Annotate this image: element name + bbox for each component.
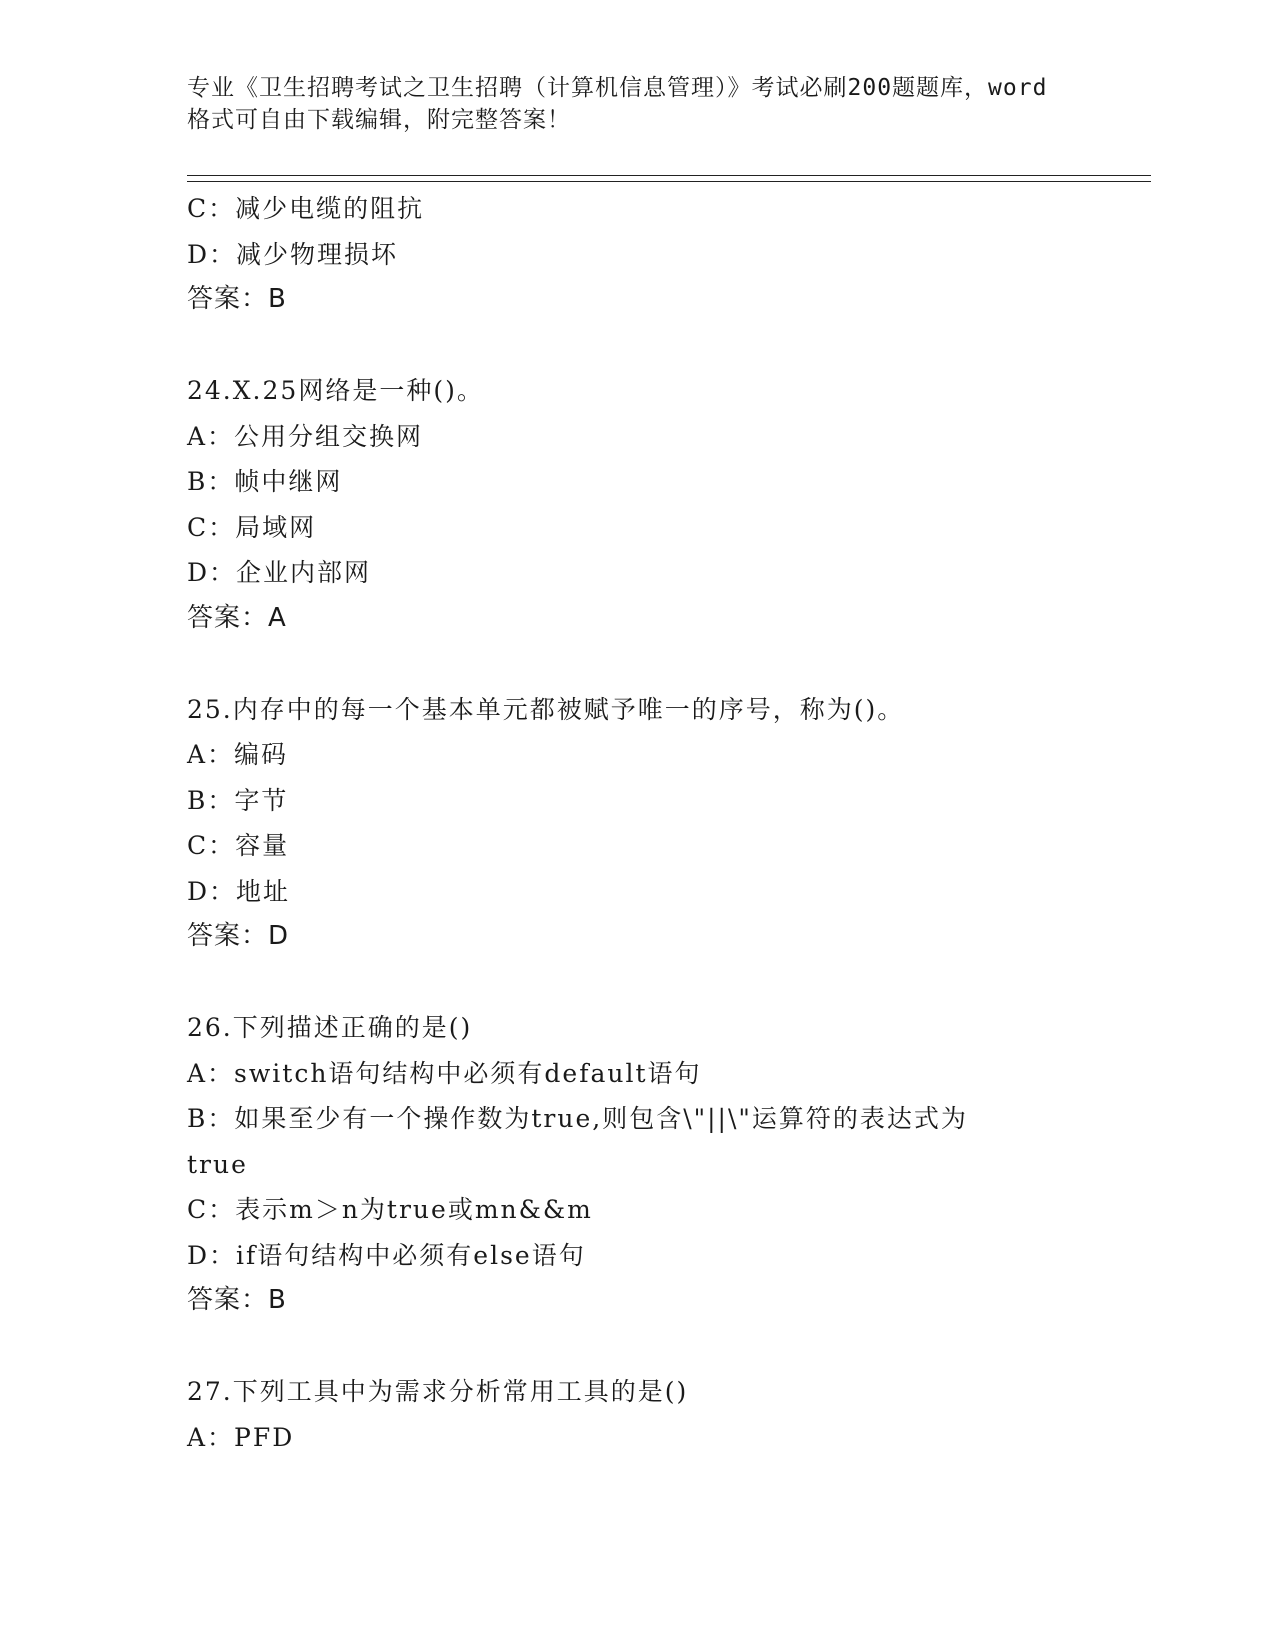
spacer (187, 1324, 1147, 1370)
option-d: D：地址 (187, 876, 291, 906)
option-c: C：局域网 (187, 512, 317, 542)
option-d: D：减少物理损坏 (187, 239, 399, 269)
question-stem: 24.X.25网络是一种()。 (187, 376, 484, 405)
option-a: A：公用分组交换网 (187, 421, 424, 451)
option-b: B：字节 (187, 785, 289, 815)
option-a: A：编码 (187, 740, 289, 769)
question-stem: 26.下列描述正确的是() (187, 1013, 473, 1042)
header-title-line-2: 格式可自由下载编辑，附完整答案！ (187, 107, 571, 133)
option-c: C：容量 (187, 831, 290, 860)
answer-line: 答案：A (187, 602, 287, 633)
option-a: A：switch语句结构中必须有default语句 (187, 1058, 702, 1088)
option-d: D：if语句结构中必须有else语句 (187, 1240, 586, 1270)
spacer (187, 641, 1147, 687)
header-rule-bottom (187, 181, 1151, 182)
document-header (187, 72, 1087, 136)
answer-line: 答案：B (187, 284, 287, 314)
header-title-line-1: 专业《卫生招聘考试之卫生招聘（计算机信息管理）》考试必刷200题题库，word (187, 75, 1048, 101)
question-stem: 27.下列工具中为需求分析常用工具的是() (187, 1377, 689, 1406)
question-list (187, 186, 1147, 1460)
question-stem: 25.内存中的每一个基本单元都被赋予唯一的序号，称为()。 (187, 694, 905, 724)
option-b: B：如果至少有一个操作数为true,则包含\"||\"运算符的表达式为 (187, 1104, 968, 1133)
option-c: C：减少电缆的阻抗 (187, 194, 425, 223)
option-b-continued: true (187, 1149, 248, 1179)
header-rule-top (187, 175, 1151, 176)
spacer (187, 323, 1147, 369)
spacer (187, 960, 1147, 1006)
option-a: A：PFD (187, 1422, 295, 1452)
option-d: D：企业内部网 (187, 558, 372, 587)
option-c: C：表示m＞n为true或mn&&m (187, 1195, 593, 1224)
option-b: B：帧中继网 (187, 467, 343, 496)
answer-line: 答案：B (187, 1285, 287, 1315)
answer-line: 答案：D (187, 921, 290, 951)
